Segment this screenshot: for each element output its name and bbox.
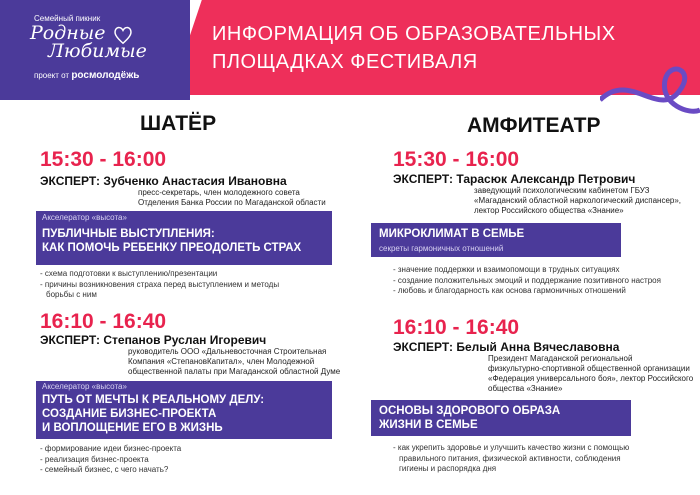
desc-line: Компания «СтепановКапитал», член Молодежной: [128, 357, 315, 366]
topic-line: СОЗДАНИЕ БИЗНЕС-ПРОЕКТА: [42, 408, 217, 420]
desc-line: пресс-секретарь, член молодежного совета: [138, 188, 300, 197]
desc-line: заведующий психологическим кабинетом ГБУЗ: [474, 186, 650, 195]
list-item: гигиены и распорядка дня: [399, 464, 497, 473]
left-session2-tag: Акселератор «высота»: [42, 382, 127, 391]
brand-name-line2: Любимые: [48, 40, 147, 62]
right-session2-topic-band: [371, 400, 631, 436]
left-column-heading: ШАТЁР: [140, 112, 217, 135]
list-item: правильного питания, физической активности, соблюдения: [399, 453, 621, 463]
left-session2-points: [40, 444, 181, 476]
desc-line: общественной палаты при Магаданской областной Думе: [128, 367, 341, 376]
topic-line: ЖИЗНИ В СЕМЬЕ: [379, 419, 478, 431]
topic-line: И ВОПЛОЩЕНИЕ ЕГО В ЖИЗНЬ: [42, 422, 223, 434]
brand-top-text: Семейный пикник: [34, 14, 101, 23]
left-session1-topic: [42, 227, 301, 255]
ribbon-decoration: [600, 60, 700, 130]
left-session2-expert-desc: [128, 347, 340, 377]
list-item: - формирование идеи бизнес-проекта: [40, 444, 182, 453]
right-session1-tag: секреты гармоничных отношений: [379, 244, 504, 253]
list-item: - любовь и благодарность как основа гармоничных отношений: [393, 286, 626, 295]
page-title-line2: ПЛОЩАДКАХ ФЕСТИВАЛЯ: [212, 51, 478, 73]
right-column-heading: АМФИТЕАТР: [467, 114, 601, 137]
list-item: борьбы с ним: [46, 290, 97, 299]
right-session1-expert-desc: [474, 186, 681, 216]
left-session1-points: [40, 269, 279, 301]
right-session2-topic: [379, 404, 560, 432]
left-session2-topic-band: [36, 381, 332, 439]
topic-line: КАК ПОМОЧЬ РЕБЕНКУ ПРЕОДОЛЕТЬ СТРАХ: [42, 242, 302, 254]
list-item: - как укрепить здоровье и улучшить качество жизни с помощью: [393, 443, 630, 452]
right-session1-points: [393, 265, 661, 297]
right-session1-time: 15:30 - 16:00: [393, 148, 520, 171]
topic-line: ПУБЛИЧНЫЕ ВЫСТУПЛЕНИЯ:: [42, 228, 215, 240]
left-session1-time: 15:30 - 16:00: [40, 148, 167, 171]
desc-line: лектор Российского общества «Знание»: [474, 206, 624, 215]
desc-line: физкультурно-спортивной общественной организации: [488, 364, 690, 373]
left-session2-expert: ЭКСПЕРТ: Степанов Руслан Игоревич: [40, 333, 267, 347]
left-session1-tag: Акселератор «высота»: [42, 213, 127, 222]
right-session1-topic: МИКРОКЛИМАТ В СЕМЬЕ: [379, 228, 525, 240]
right-session2-points: [393, 443, 629, 475]
right-session2-expert: ЭКСПЕРТ: Белый Анна Вячеславовна: [393, 340, 620, 354]
brand-project: [34, 70, 139, 81]
left-session2-time: 16:10 - 16:40: [40, 310, 167, 333]
left-session1-topic-band: [36, 211, 332, 265]
brand-project-prefix: проект от: [34, 71, 70, 80]
brand-project-org: росмолодёжь: [71, 70, 140, 81]
right-session2-expert-desc: [488, 354, 693, 394]
left-session1-expert: ЭКСПЕРТ: Зубченко Анастасия Ивановна: [40, 174, 287, 188]
desc-line: Отделения Банка России по Магаданской области: [138, 198, 326, 207]
brand-name-line1: Родные: [30, 22, 106, 44]
desc-line: «Федерация универсального боя», лектор Российского: [488, 374, 694, 383]
list-item: - семейный бизнес, с чего начать?: [40, 465, 169, 474]
heart-icon: [112, 24, 134, 46]
desc-line: общества «Знание»: [488, 384, 563, 393]
list-item: - значение поддержки и взаимопомощи в трудных ситуациях: [393, 265, 620, 274]
page-title-line1: ИНФОРМАЦИЯ ОБ ОБРАЗОВАТЕЛЬНЫХ: [212, 23, 616, 45]
right-session2-time: 16:10 - 16:40: [393, 316, 520, 339]
topic-line: ОСНОВЫ ЗДОРОВОГО ОБРАЗА: [379, 405, 561, 417]
list-item: - реализация бизнес-проекта: [40, 454, 149, 464]
page-title: [212, 20, 616, 76]
left-session1-expert-desc: [138, 188, 326, 208]
list-item: - создание положительных эмоций и поддержание позитивного настроя: [393, 275, 661, 285]
topic-line: ПУТЬ ОТ МЕЧТЫ К РЕАЛЬНОМУ ДЕЛУ:: [42, 394, 265, 406]
right-session1-topic-band: [371, 223, 621, 257]
left-session2-topic: [42, 393, 264, 435]
list-item: - причины возникновения страха перед выступлением и методы: [40, 279, 280, 289]
right-session1-expert: ЭКСПЕРТ: Тарасюк Александр Петрович: [393, 172, 636, 186]
desc-line: руководитель ООО «Дальневосточная Строительная: [128, 347, 327, 356]
desc-line: Президент Магаданской региональной: [488, 354, 633, 363]
desc-line: «Магаданский областной наркологический диспансер»,: [474, 196, 682, 205]
list-item: - схема подготовки к выступлению/презентации: [40, 269, 218, 278]
